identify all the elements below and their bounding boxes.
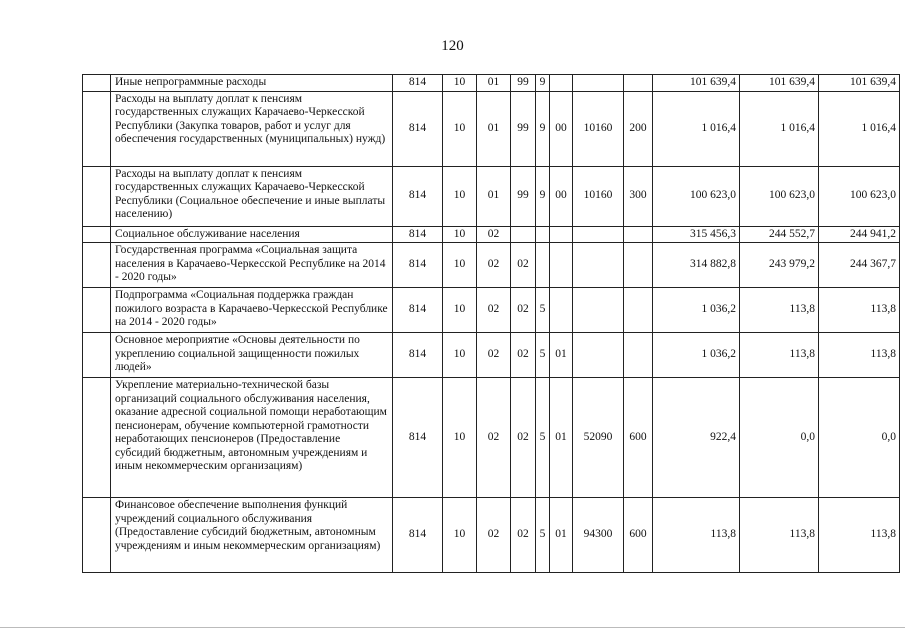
row-number-cell xyxy=(83,378,111,498)
subsection-code-cell: 02 xyxy=(477,498,511,573)
subsection-code-cell: 02 xyxy=(477,288,511,333)
row-number-cell xyxy=(83,288,111,333)
measure-code-cell xyxy=(550,243,573,288)
subprogram-code-cell: 9 xyxy=(536,75,550,92)
amount-year3-cell: 1 016,4 xyxy=(819,91,900,166)
amount-year3-cell: 244 941,2 xyxy=(819,226,900,243)
section-code-cell: 10 xyxy=(443,75,477,92)
amount-year2-cell: 1 016,4 xyxy=(740,91,819,166)
measure-code-cell xyxy=(550,75,573,92)
table-row xyxy=(83,498,900,573)
table-row xyxy=(83,378,900,498)
amount-year2-cell: 244 552,7 xyxy=(740,226,819,243)
amount-year2-cell: 243 979,2 xyxy=(740,243,819,288)
table-row xyxy=(83,75,900,92)
row-number-cell xyxy=(83,226,111,243)
expense-type-code-cell xyxy=(624,288,653,333)
section-code-cell: 10 xyxy=(443,226,477,243)
section-code-cell: 10 xyxy=(443,243,477,288)
table-row xyxy=(83,91,900,166)
amount-year2-cell: 113,8 xyxy=(740,333,819,378)
table-row xyxy=(83,288,900,333)
amount-year2-cell: 101 639,4 xyxy=(740,75,819,92)
amount-year1-cell: 922,4 xyxy=(653,378,740,498)
row-number-cell xyxy=(83,166,111,226)
row-number-cell xyxy=(83,333,111,378)
section-code-cell: 10 xyxy=(443,333,477,378)
direction-code-cell: 10160 xyxy=(573,91,624,166)
expense-name-cell: Расходы на выплату доплат к пенсиям государственных служащих Карачаево-Черкесской Республики (Закупка товаров, работ и услуг для обеспечения государственных (муниципальных) нужд) xyxy=(111,91,393,166)
amount-year1-cell: 100 623,0 xyxy=(653,166,740,226)
direction-code-cell xyxy=(573,288,624,333)
section-code-cell: 10 xyxy=(443,288,477,333)
subsection-code-cell: 01 xyxy=(477,91,511,166)
row-number-cell xyxy=(83,498,111,573)
amount-year3-cell: 113,8 xyxy=(819,498,900,573)
amount-year3-cell: 244 367,7 xyxy=(819,243,900,288)
section-code-cell: 10 xyxy=(443,91,477,166)
expense-type-code-cell: 200 xyxy=(624,91,653,166)
subprogram-code-cell xyxy=(536,243,550,288)
expense-name-cell: Подпрограмма «Социальная поддержка граждан пожилого возраста в Карачаево-Черкесской Республике на 2014 - 2020 годы» xyxy=(111,288,393,333)
subprogram-code-cell: 5 xyxy=(536,498,550,573)
amount-year2-cell: 113,8 xyxy=(740,498,819,573)
program-code-cell: 99 xyxy=(511,91,536,166)
amount-year2-cell: 100 623,0 xyxy=(740,166,819,226)
expense-type-code-cell xyxy=(624,243,653,288)
section-code-cell: 10 xyxy=(443,498,477,573)
amount-year1-cell: 1 036,2 xyxy=(653,333,740,378)
row-number-cell xyxy=(83,91,111,166)
amount-year3-cell: 113,8 xyxy=(819,333,900,378)
amount-year3-cell: 113,8 xyxy=(819,288,900,333)
row-number-cell xyxy=(83,243,111,288)
direction-code-cell xyxy=(573,75,624,92)
table-row xyxy=(83,226,900,243)
section-code-cell: 10 xyxy=(443,378,477,498)
expense-name-cell: Финансовое обеспечение выполнения функций учреждений социального обслуживания (Предоставление субсидий бюджетным, автономным учреждениям и иным некоммерческим организациям) xyxy=(111,498,393,573)
expense-type-code-cell xyxy=(624,333,653,378)
program-code-cell: 02 xyxy=(511,498,536,573)
amount-year3-cell: 101 639,4 xyxy=(819,75,900,92)
measure-code-cell: 01 xyxy=(550,378,573,498)
expense-type-code-cell: 300 xyxy=(624,166,653,226)
measure-code-cell xyxy=(550,288,573,333)
admin-code-cell: 814 xyxy=(393,226,443,243)
table-row xyxy=(83,243,900,288)
program-code-cell: 99 xyxy=(511,166,536,226)
amount-year3-cell: 0,0 xyxy=(819,378,900,498)
amount-year1-cell: 1 016,4 xyxy=(653,91,740,166)
program-code-cell: 02 xyxy=(511,288,536,333)
expense-name-cell: Расходы на выплату доплат к пенсиям государственных служащих Карачаево-Черкесской Республики (Социальное обеспечение и иные выплаты населению) xyxy=(111,166,393,226)
direction-code-cell xyxy=(573,243,624,288)
direction-code-cell: 94300 xyxy=(573,498,624,573)
program-code-cell: 02 xyxy=(511,333,536,378)
amount-year2-cell: 113,8 xyxy=(740,288,819,333)
direction-code-cell xyxy=(573,333,624,378)
admin-code-cell: 814 xyxy=(393,243,443,288)
measure-code-cell: 00 xyxy=(550,91,573,166)
amount-year1-cell: 1 036,2 xyxy=(653,288,740,333)
amount-year1-cell: 113,8 xyxy=(653,498,740,573)
subsection-code-cell: 01 xyxy=(477,75,511,92)
subsection-code-cell: 02 xyxy=(477,226,511,243)
program-code-cell: 99 xyxy=(511,75,536,92)
program-code-cell: 02 xyxy=(511,243,536,288)
budget-table xyxy=(82,74,900,573)
amount-year1-cell: 101 639,4 xyxy=(653,75,740,92)
measure-code-cell: 01 xyxy=(550,498,573,573)
subprogram-code-cell: 5 xyxy=(536,378,550,498)
table-row xyxy=(83,166,900,226)
expense-type-code-cell: 600 xyxy=(624,378,653,498)
expense-name-cell: Укрепление материально-технической базы организаций социального обслуживания населения, оказание адресной социальной помощи неработающим пенсионерам, обучение компьютерной грамотности неработающих пенсионеров (Предоставление субсидий бюджетным, автономным учреждениям и иным некоммерческим организациям) xyxy=(111,378,393,498)
admin-code-cell: 814 xyxy=(393,333,443,378)
expense-type-code-cell xyxy=(624,75,653,92)
direction-code-cell: 10160 xyxy=(573,166,624,226)
program-code-cell: 02 xyxy=(511,378,536,498)
subprogram-code-cell: 5 xyxy=(536,288,550,333)
measure-code-cell: 01 xyxy=(550,333,573,378)
program-code-cell xyxy=(511,226,536,243)
expense-name-cell: Социальное обслуживание населения xyxy=(111,226,393,243)
measure-code-cell xyxy=(550,226,573,243)
admin-code-cell: 814 xyxy=(393,91,443,166)
subsection-code-cell: 02 xyxy=(477,378,511,498)
subprogram-code-cell: 5 xyxy=(536,333,550,378)
admin-code-cell: 814 xyxy=(393,378,443,498)
subsection-code-cell: 02 xyxy=(477,243,511,288)
amount-year2-cell: 0,0 xyxy=(740,378,819,498)
subprogram-code-cell: 9 xyxy=(536,166,550,226)
subsection-code-cell: 01 xyxy=(477,166,511,226)
admin-code-cell: 814 xyxy=(393,288,443,333)
subprogram-code-cell xyxy=(536,226,550,243)
admin-code-cell: 814 xyxy=(393,498,443,573)
measure-code-cell: 00 xyxy=(550,166,573,226)
expense-type-code-cell xyxy=(624,226,653,243)
subsection-code-cell: 02 xyxy=(477,333,511,378)
expense-name-cell: Иные непрограммные расходы xyxy=(111,75,393,92)
direction-code-cell: 52090 xyxy=(573,378,624,498)
section-code-cell: 10 xyxy=(443,166,477,226)
admin-code-cell: 814 xyxy=(393,166,443,226)
expense-name-cell: Государственная программа «Социальная защита населения в Карачаево-Черкесской Республике на 2014 - 2020 годы» xyxy=(111,243,393,288)
row-number-cell xyxy=(83,75,111,92)
bottom-rule xyxy=(0,627,905,628)
table-row xyxy=(83,333,900,378)
admin-code-cell: 814 xyxy=(393,75,443,92)
expense-type-code-cell: 600 xyxy=(624,498,653,573)
subprogram-code-cell: 9 xyxy=(536,91,550,166)
amount-year1-cell: 315 456,3 xyxy=(653,226,740,243)
direction-code-cell xyxy=(573,226,624,243)
page-number: 120 xyxy=(441,38,464,54)
amount-year1-cell: 314 882,8 xyxy=(653,243,740,288)
expense-name-cell: Основное мероприятие «Основы деятельности по укреплению социальной защищенности пожилых людей» xyxy=(111,333,393,378)
amount-year3-cell: 100 623,0 xyxy=(819,166,900,226)
